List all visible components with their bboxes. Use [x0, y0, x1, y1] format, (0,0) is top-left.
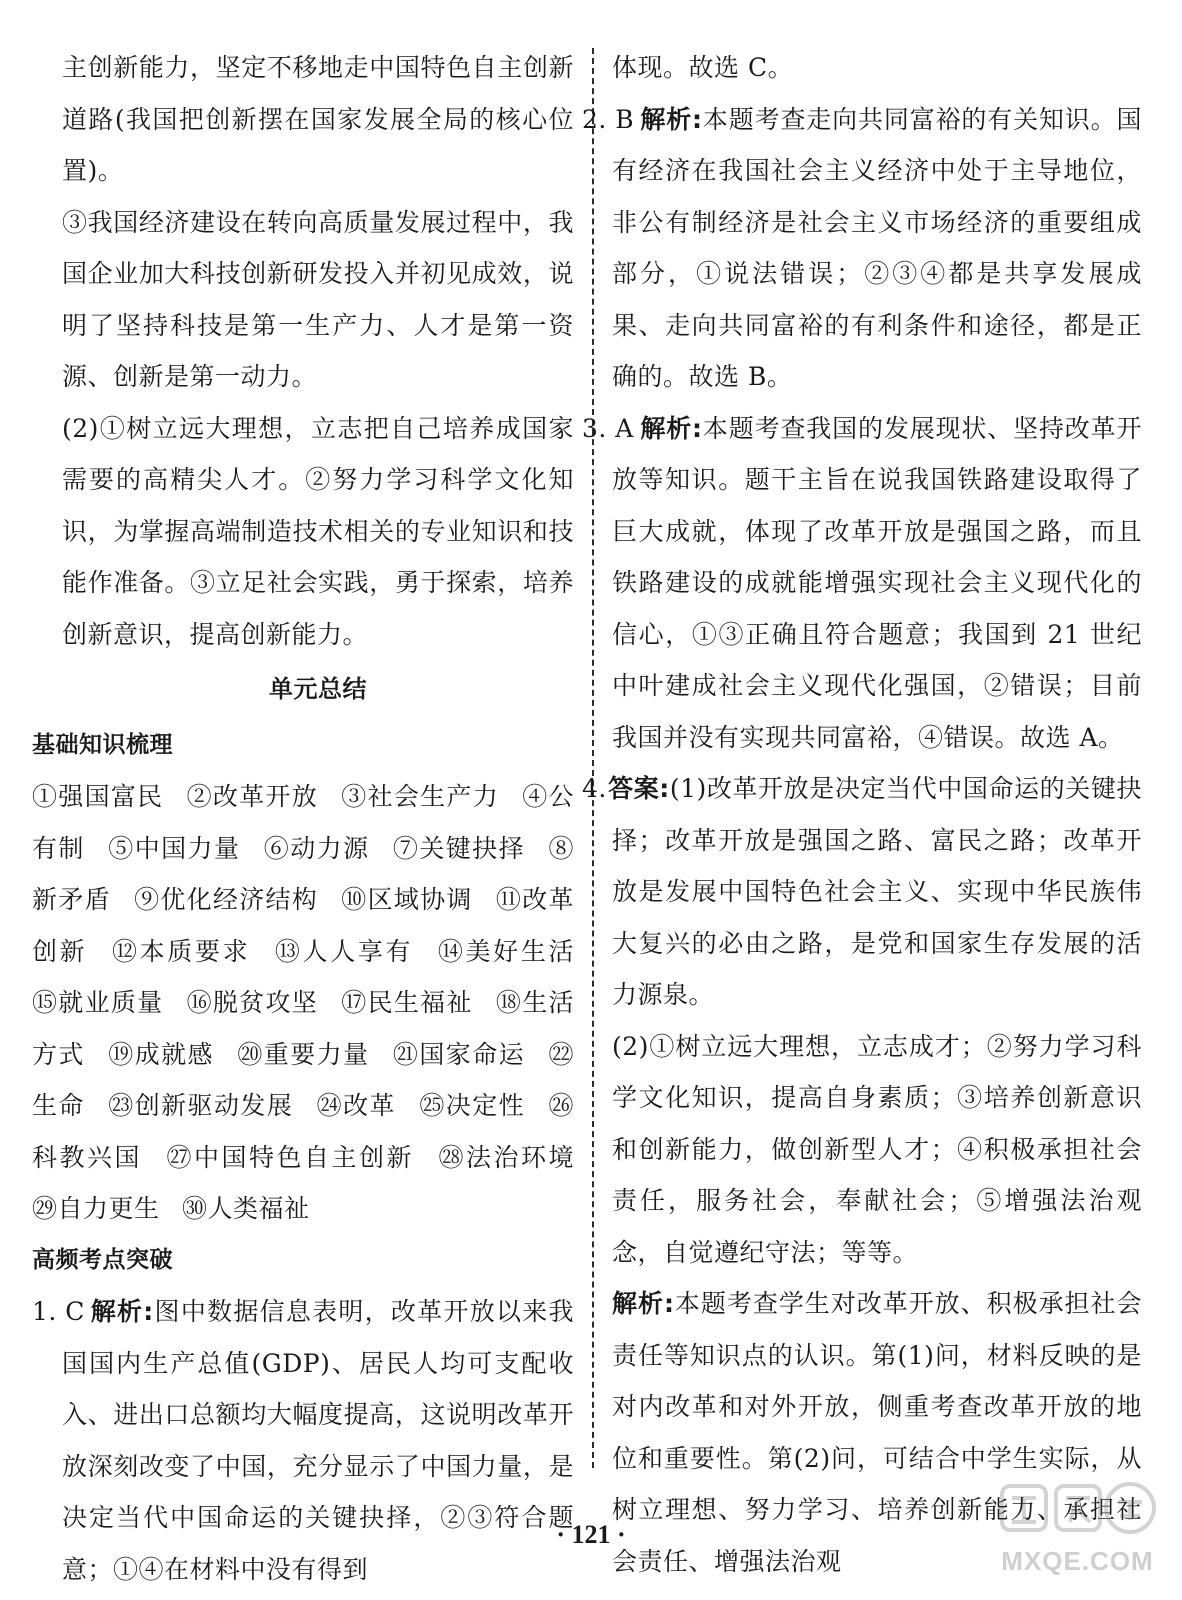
question-1-label: 解析:: [90, 1297, 154, 1326]
question-4-analysis-text: 本题考查学生对改革开放、积极承担社会责任等知识点的认识。第(1)问，材料反映的是对内改革和对外开放，侧重考查改革开放的地位和重要性。第(2)问，可结合中学生实际，从树立理想、努力学习、培养创新能力、承担社会责任、增强法治观: [612, 1289, 1142, 1576]
question-4-label: 答案:: [608, 774, 670, 803]
question-3-label: 解析:: [640, 413, 703, 443]
question-1-text: 图中数据信息表明，改革开放以来我国国内生产总值(GDP)、居民人均可支配收入、进出口总额均大幅度提高，这说明改革开放深刻改变了中国，充分显示了中国力量，是决定当代中国命运的关键抉择，②③符合题意；①④在材料中没有得到: [62, 1297, 574, 1584]
watermark-text: MXQE.COM: [1001, 1546, 1154, 1576]
question-3: [582, 403, 1142, 764]
question-4-part-2: (2)①树立远大理想，立志成才；②努力学习科学文化知识，提高自身素质；③培养创新意识和创新能力，做创新型人才；④积极承担社会责任，服务社会，奉献社会；⑤增强法治观念，自觉遵纪守法；等等。: [612, 1031, 1142, 1267]
column-divider: [592, 48, 594, 1468]
knowledge-list: ①强国富民 ②改革开放 ③社会生产力 ④公有制 ⑤中国力量 ⑥动力源 ⑦关键抉择 ⑧新矛盾 ⑨优化经济结构 ⑩区域协调 ⑪改革创新 ⑫本质要求 ⑬人人享有 ⑭美好生活 ⑮就业质量 ⑯脱贫攻坚 ⑰民生福祉 ⑱生活方式 ⑲成就感 ⑳重要力量 ㉑国家命运 ㉒生命 ㉓创新驱动发展 ㉔改革 ㉕决定性 ㉖科教兴国 ㉗中国特色自主创新 ㉘法治环境 ㉙自力更生 ㉚人类福祉: [32, 782, 574, 1223]
question-3-number: 3. A: [582, 413, 634, 443]
question-1-number: 1. C: [32, 1297, 85, 1326]
left-paragraph-1: 主创新能力，坚定不移地走中国特色自主创新道路(我国把创新摆在国家发展全局的核心位置)。: [62, 53, 574, 185]
watermark-logo-icon: [998, 1476, 1158, 1540]
section-title: 单元总结: [269, 675, 367, 703]
watermark: [990, 1476, 1165, 1581]
question-3-text: 本题考查我国的发展现状、坚持改革开放等知识。题干主旨在说我国铁路建设取得了巨大成就，体现了改革开放是强国之路，而且铁路建设的成就能增强实现社会主义现代化的信心，①③正确且符合题意；我国到 21 世纪中叶建成社会主义现代化强国，②错误；目前我国并没有实现共同富裕，④错误。故选 A。: [612, 413, 1142, 752]
subheading-high-frequency: 高频考点突破: [32, 1246, 173, 1273]
left-column: [32, 42, 574, 1595]
page-number: · 121 ·: [556, 1520, 626, 1549]
question-2-number: 2. B: [582, 104, 635, 134]
subheading-basic-knowledge: 基础知识梳理: [32, 731, 173, 758]
question-4-text: (1)改革开放是决定当代中国命运的关键抉择；改革开放是强国之路、富民之路；改革开放是发展中国特色社会主义、实现中华民族伟大复兴的必由之路，是党和国家生存发展的活力源泉。: [612, 774, 1142, 1009]
question-4: [582, 763, 1142, 1021]
question-2-text: 本题考查走向共同富裕的有关知识。国有经济在我国社会主义经济中处于主导地位，非公有制经济是社会主义市场经济的重要组成部分，①说法错误；②③④都是共享发展成果、走向共同富裕的有利条件和途径，都是正确的。故选 B。: [612, 104, 1142, 391]
left-paragraph-2: ③我国经济建设在转向高质量发展过程中，我国企业加大科技创新研发投入并初见成效，说明了坚持科技是第一生产力、人才是第一资源、创新是第一动力。: [62, 207, 574, 391]
question-4-analysis-label: 解析:: [612, 1289, 675, 1318]
question-2-label: 解析:: [640, 104, 703, 134]
question-4-number: 4.: [582, 774, 607, 803]
left-paragraph-3: (2)①树立远大理想，立志把自己培养成国家需要的高精尖人才。②努力学习科学文化知识，为掌握高端制造技术相关的专业知识和技能作准备。③立足社会实践，勇于探索，培养创新意识，提高创新能力。: [62, 413, 574, 649]
question-2: [582, 94, 1142, 403]
question-1-continuation: 体现。故选 C。: [612, 53, 794, 82]
